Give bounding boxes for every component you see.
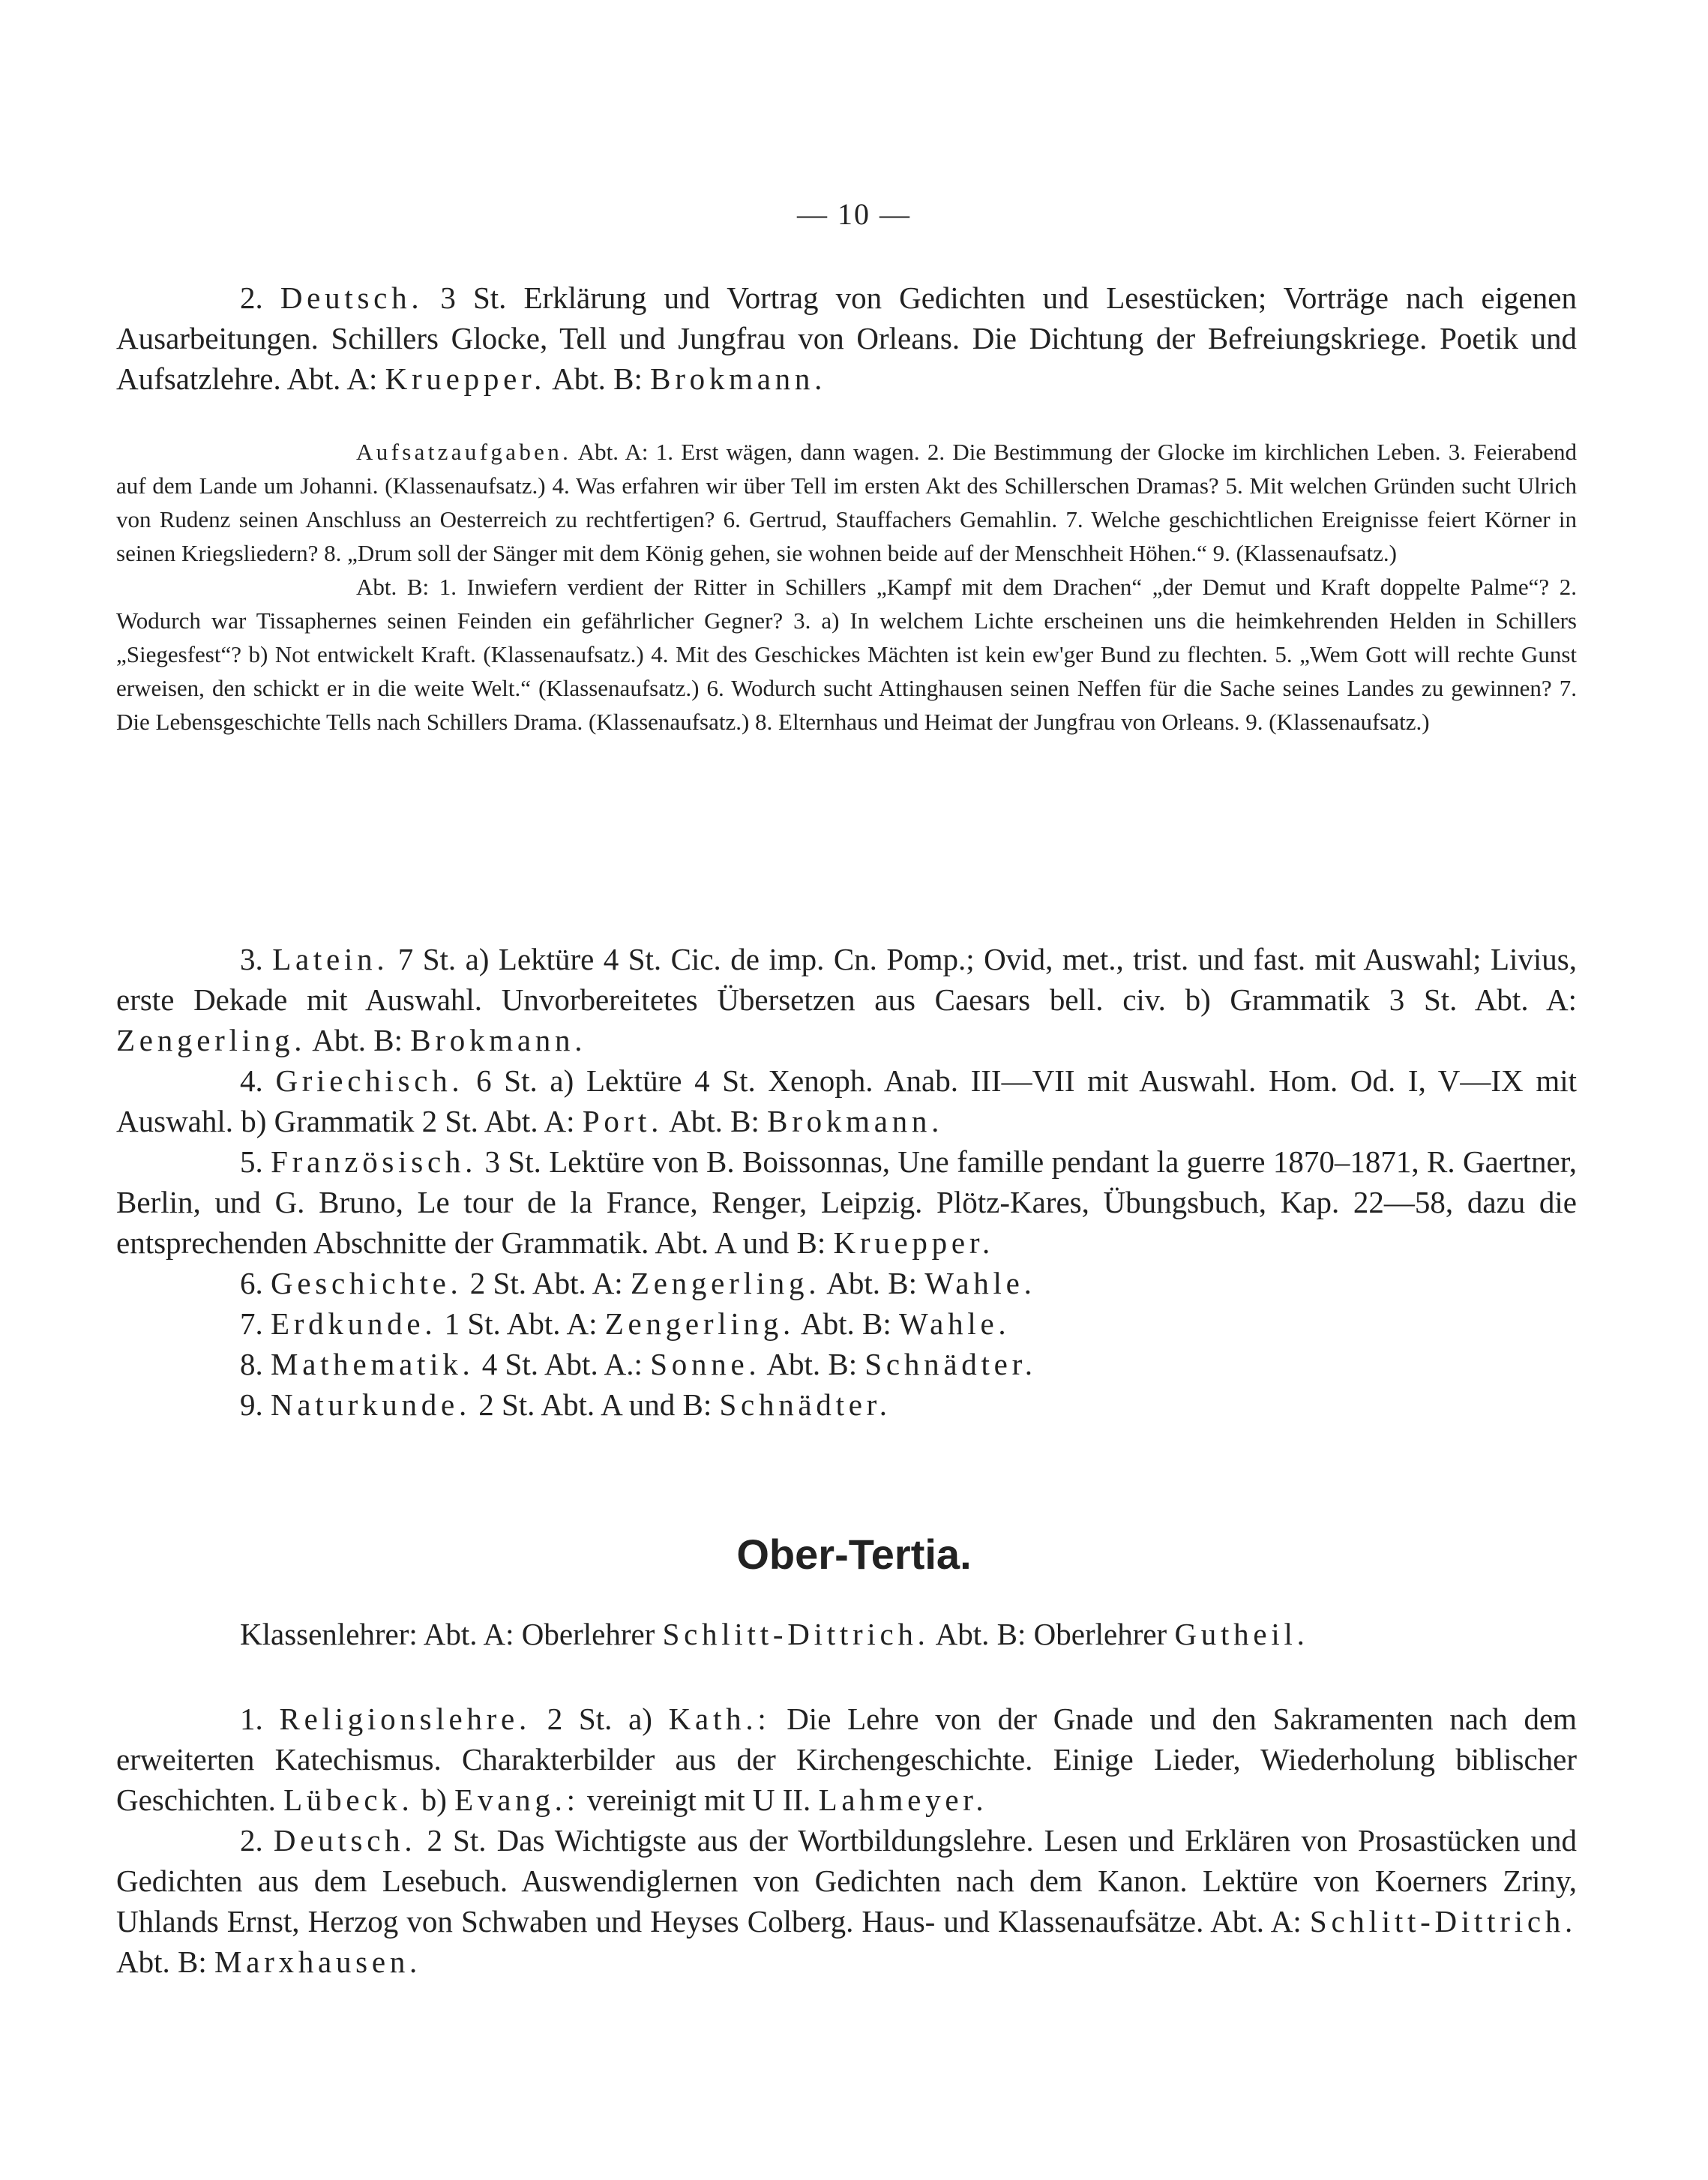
oiii-religion: 1. Religionslehre. 2 St. a) Kath.: Die Lehre von der Gnade und den Sakramenten nach dem erweiterten Katechismus. Charakterbilder aus der Kirchengeschichte. Einige Lieder, Wiederholung biblischer Geschichten. Lübeck. b) Evang.: vereinigt mit U II. Lahmeyer. [116,1702,1578,1817]
teacher-name: Lahmeyer. [818,1783,988,1817]
aufsatz-abt-a: Aufsatzaufgaben. Abt. A: 1. Erst wägen, dann wagen. 2. Die Bestimmung der Glocke im kirchlichen Leben. 3. Feierabend auf dem Lande um Johanni. (Klassenaufsatz.) 4. Was erfahren wir über Tell im ersten Akt des Schillerschen Dramas? 5. Mit welchen Gründen sucht Ulrich von Rudenz seinen Anschluss an Oesterreich zu rechtfertigen? 6. Gertrud, Stauffachers Gemahlin. 7. Welche geschichtlichen Ereignisse feiert Körner in seinen Kriegsliedern? 8. „Drum soll der Sänger mit dem König gehen, sie wohnen beide auf der Menschheit Höhen.“ 9. (Klassenaufsatz.) [116,439,1577,566]
section-heading: Ober-Tertia. [736,1531,972,1578]
teacher-name: Marxhausen. [214,1945,422,1979]
uii-naturkunde: 9. Naturkunde. 2 St. Abt. A und B: Schnädter. [240,1387,891,1422]
teacher-name: Lübeck. [283,1783,414,1817]
class-leaders: Klassenlehrer: Abt. A: Oberlehrer Schlitt-Dittrich. Abt. B: Oberlehrer Gutheil. [240,1617,1309,1651]
subject-deutsch: Deutsch. [280,280,424,315]
teacher-name: Schlitt-Dittrich. [1309,1904,1577,1939]
teacher-name: Schlitt-Dittrich. [662,1617,930,1651]
uii-franzoesisch: 5. Französisch. 3 St. Lektüre von B. Boissonnas, Une famille pendant la guerre 1870–1871, R. Gaertner, Berlin, und G. Bruno, Le tour de la France, Renger, Leipzig. Plötz-Kares, Übungsbuch, Kap. 22—58, dazu die entsprechenden Abschnitte der Grammatik. Abt. A und B: Kruepper. [116,1144,1577,1260]
uii-griechisch: 4. Griechisch. 6 St. a) Lektüre 4 St. Xenoph. Anab. III—VII mit Auswahl. Hom. Od. I, V—IX mit Auswahl. b) Grammatik 2 St. Abt. A: Port. Abt. B: Brokmann. [116,1063,1577,1138]
uii-latein: 3. Latein. 7 St. a) Lektüre 4 St. Cic. de imp. Cn. Pomp.; Ovid, met., trist. und fast. mit Auswahl; Livius, erste Dekade mit Auswahl. Unvorbereitetes Übersetzen aus Caesars bell. civ. b) Grammatik 3 St. Abt. A: Zengerling. Abt. B: Brokmann. [116,942,1577,1057]
teacher-name: Wahle. [899,1306,1011,1341]
teacher-name: Brokmann. [410,1023,587,1057]
teacher-name: Gutheil. [1174,1617,1309,1651]
page-number: — 10 — [797,197,911,231]
teacher-name: Wahle. [924,1266,1036,1300]
aufsatz-abt-b: Abt. B: 1. Inwiefern verdient der Ritter in Schillers „Kampf mit dem Drachen“ „der Demut und Kraft doppelte Palme“? 2. Wodurch war Tissaphernes seinen Feinden ein gefährlicher Gegner? 3. a) In welchem Lichte erscheinen uns die heimkehrenden Helden in Schillers „Siegesfest“? b) Not entwickelt Kraft. (Klassenaufsatz.) 4. Mit des Geschickes Mächten ist kein ew'ger Bund zu flechten. 5. „Wem Gott will rechte Gunst erweisen, den schickt er in die weite Welt.“ (Klassenaufsatz.) 6. Wodurch sucht Attinghausen seinen Neffen für die Sache seines Landes zu gewinnen? 7. Die Lebensgeschichte Tells nach Schillers Drama. (Klassenaufsatz.) 8. Elternhaus und Heimat der Jungfrau von Orleans. 9. (Klassenaufsatz.) [116,574,1577,735]
teacher-name: Schnädter. [864,1347,1037,1381]
aufsatz-block [116,435,1577,739]
teacher-name: Zengerling. [630,1266,821,1300]
uii-subjects-block [116,939,1577,1425]
teacher-name: Kruepper. [833,1225,994,1260]
teacher-name: Zengerling. [604,1306,795,1341]
teacher-name: Zengerling. [116,1023,307,1057]
teacher-name: Brokmann. [767,1104,944,1138]
uii-mathematik: 8. Mathematik. 4 St. Abt. A.: Sonne. Abt. B: Schnädter. [240,1347,1037,1381]
uii-deutsch-block [116,277,1577,399]
aufsatz-label: Aufsatzaufgaben. [356,439,572,465]
uii-erdkunde: 7. Erdkunde. 1 St. Abt. A: Zengerling. Abt. B: Wahle. [240,1306,1011,1341]
teacher-name: Kruepper. [385,361,547,396]
uii-deutsch: 2. Deutsch. 3 St. Erklärung und Vortrag von Gedichten und Lesestücken; Vorträge nach eigenen Ausarbeitungen. Schillers Glocke, Tell und Jungfrau von Orleans. Die Dichtung der Befreiungskriege. Poetik und Aufsatzlehre. Abt. A: Kruepper. Abt. B: Brokmann. [116,280,1577,396]
teacher-name: Port. [582,1104,664,1138]
oiii-deutsch: 2. Deutsch. 2 St. Das Wichtigste aus der Wortbildungslehre. Lesen und Erklären von Prosastücken und Gedichten aus dem Lesebuch. Auswendiglernen von Gedichten nach dem Kanon. Lektüre von Koerners Zriny, Uhlands Ernst, Herzog von Schwaben und Heyses Colberg. Haus- und Klassenaufsätze. Abt. A: Schlitt-Dittrich. Abt. B: Marxhausen. [116,1823,1577,1979]
oiii-subjects-block [116,1699,1577,1982]
teacher-name: Sonne. [650,1347,761,1381]
teacher-name: Brokmann. [650,361,827,396]
teacher-name: Schnädter. [719,1387,891,1422]
uii-geschichte: 6. Geschichte. 2 St. Abt. A: Zengerling. Abt. B: Wahle. [240,1266,1036,1300]
